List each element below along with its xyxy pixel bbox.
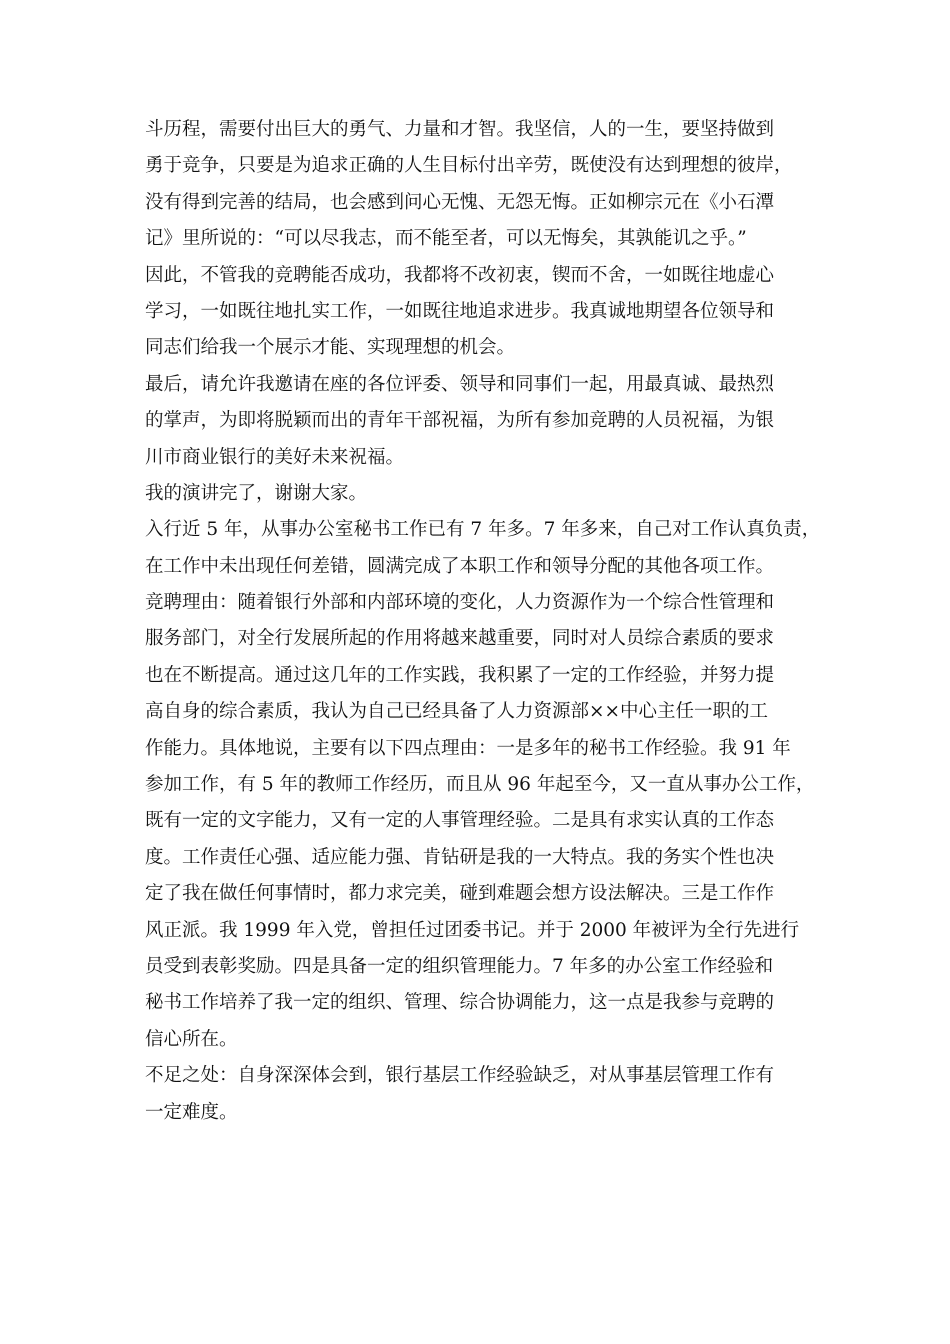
- text-line: 参加工作，有 5 年的教师工作经历，而且从 96 年起至今，又一直从事办公工作，: [145, 774, 815, 796]
- text-line: 度。工作责任心强、适应能力强、肯钻研是我的一大特点。我的务实个性也决: [145, 846, 775, 868]
- text-line: 没有得到完善的结局，也会感到问心无愧、无怨无悔。正如柳宗元在《小石潭: [145, 191, 775, 213]
- text-line: 不足之处：自身深深体会到，银行基层工作经验缺乏，对从事基层管理工作有: [145, 1065, 775, 1087]
- text-line: 风正派。我 1999 年入党，曾担任过团委书记。并于 2000 年被评为全行先进行: [145, 919, 800, 941]
- text-line: 员受到表彰奖励。四是具备一定的组织管理能力。7 年多的办公室工作经验和: [145, 955, 774, 977]
- document-body: [145, 112, 821, 1131]
- text-line: 在工作中未出现任何差错，圆满完成了本职工作和领导分配的其他各项工作。: [145, 555, 775, 577]
- text-line: 的掌声，为即将脱颖而出的青年干部祝福，为所有参加竞聘的人员祝福，为银: [145, 410, 775, 432]
- text-line: 作能力。具体地说，主要有以下四点理由：一是多年的秘书工作经验。我 91 年: [145, 737, 791, 759]
- text-line: 既有一定的文字能力，又有一定的人事管理经验。二是具有求实认真的工作态: [145, 810, 775, 832]
- text-line: 最后，请允许我邀请在座的各位评委、领导和同事们一起，用最真诚、最热烈: [145, 373, 775, 395]
- text-line: 信心所在。: [145, 1028, 238, 1050]
- text-line: 一定难度。: [145, 1101, 238, 1123]
- text-line: 记》里所说的：“可以尽我志，而不能至者，可以无悔矣，其孰能讥之乎。”: [145, 228, 747, 250]
- text-line: 竞聘理由：随着银行外部和内部环境的变化，人力资源作为一个综合性管理和: [145, 592, 775, 614]
- text-line: 川市商业银行的美好未来祝福。: [145, 446, 405, 468]
- text-line: 服务部门，对全行发展所起的作用将越来越重要，同时对人员综合素质的要求: [145, 628, 775, 650]
- text-line: 因此，不管我的竞聘能否成功，我都将不改初衷，锲而不舍，一如既往地虚心: [145, 264, 775, 286]
- text-line: 斗历程，需要付出巨大的勇气、力量和才智。我坚信，人的一生，要坚持做到: [145, 119, 775, 140]
- text-line: 勇于竞争，只要是为追求正确的人生目标付出辛劳，既使没有达到理想的彼岸，: [145, 155, 793, 177]
- text-line: 也在不断提高。通过这几年的工作实践，我积累了一定的工作经验，并努力提: [145, 664, 775, 686]
- text-line: 定了我在做任何事情时，都力求完美，碰到难题会想方设法解决。三是工作作: [145, 883, 775, 905]
- text-line: 高自身的综合素质，我认为自己已经具备了人力资源部××中心主任一职的工: [145, 701, 769, 723]
- text-line: 秘书工作培养了我一定的组织、管理、综合协调能力，这一点是我参与竞聘的: [145, 992, 775, 1014]
- text-line: 入行近 5 年，从事办公室秘书工作已有 7 年多。7 年多来，自己对工作认真负责，: [145, 519, 821, 541]
- text-line: 我的演讲完了，谢谢大家。: [145, 482, 368, 504]
- text-line: 学习，一如既往地扎实工作，一如既往地追求进步。我真诚地期望各位领导和: [145, 300, 775, 322]
- text-line: 同志们给我一个展示才能、实现理想的机会。: [145, 337, 516, 359]
